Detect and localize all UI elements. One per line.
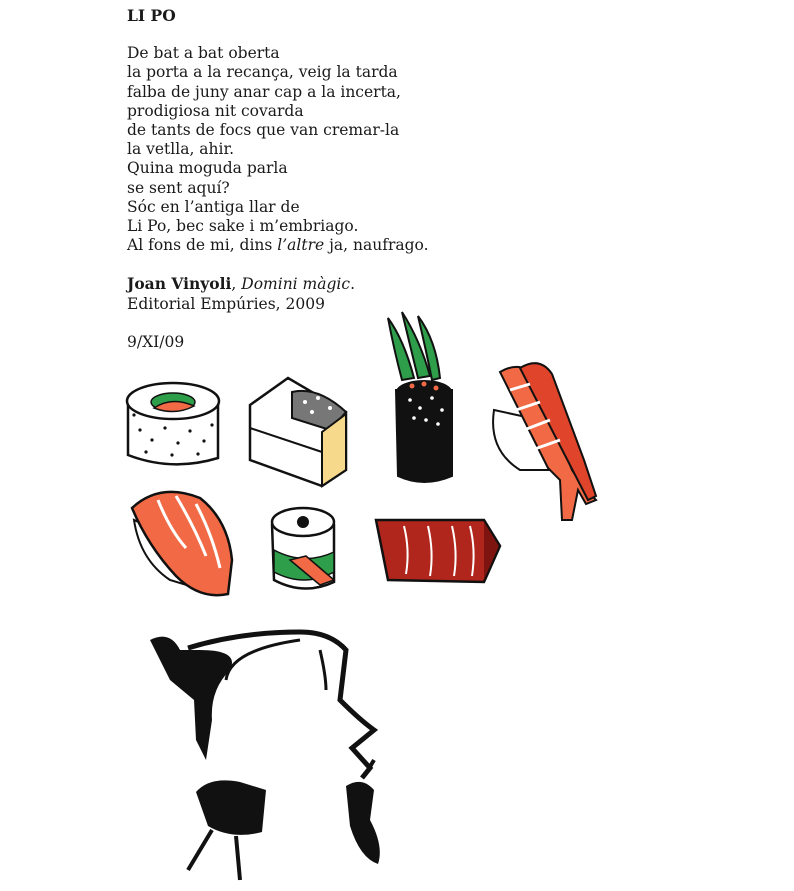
small-maki-illustration	[272, 508, 334, 589]
maki-roll-illustration	[127, 383, 219, 464]
poem-line: prodigiosa nit covarda	[127, 101, 304, 120]
attribution-period: .	[350, 275, 355, 294]
poem-line: Quina moguda parla	[127, 159, 288, 178]
poem-title: LI PO	[127, 6, 176, 25]
author-name: Joan Vinyoli	[127, 274, 232, 294]
poem-last-line-start: Al fons de mi, dins	[127, 236, 278, 255]
tuna-block-illustration	[376, 520, 500, 582]
salmon-nigiri-illustration	[132, 492, 232, 595]
layered-sushi-illustration	[250, 378, 346, 486]
poem-line: Sóc en l’antiga llar de	[127, 197, 300, 216]
post-date: 9/XI/09	[127, 332, 185, 351]
gunkan-roe-illustration	[388, 312, 452, 482]
poem-last-line-italic: l’altre	[277, 236, 325, 255]
poem-line: Li Po, bec sake i m’embriago.	[127, 217, 359, 236]
poem-last-line-end: ja, naufrago.	[324, 236, 429, 255]
poem-line: la porta a la recança, veig la tarda	[127, 63, 398, 82]
poem-line: se sent aquí?	[127, 178, 230, 197]
shrimp-nigiri-illustration	[493, 363, 596, 520]
poem-line: la vetlla, ahir.	[127, 140, 235, 159]
ink-portrait-illustration	[150, 632, 380, 880]
publisher: Editorial Empúries, 2009	[127, 294, 325, 313]
poem-line: falba de juny anar cap a la incerta,	[127, 82, 401, 101]
poem-line: De bat a bat oberta	[127, 44, 280, 63]
poem-line: de tants de focs que van cremar-la	[127, 121, 400, 140]
attribution-separator: ,	[231, 275, 242, 294]
work-title: Domini màgic	[241, 275, 351, 294]
